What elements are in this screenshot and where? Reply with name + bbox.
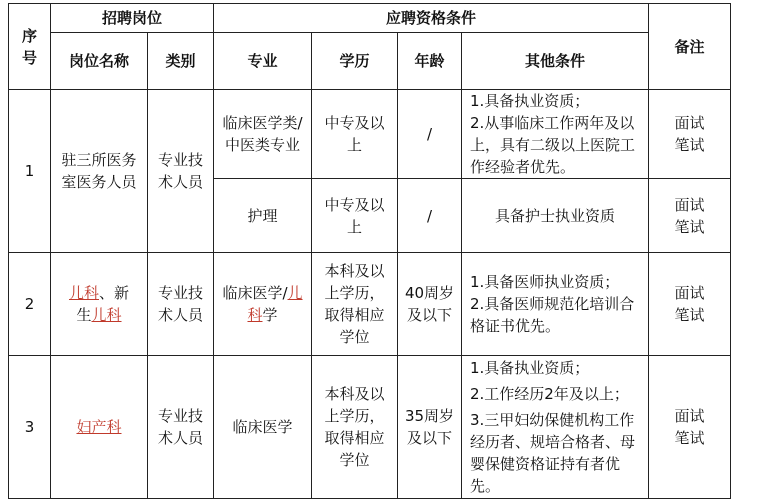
row-age: 35周岁及以下 (398, 356, 462, 499)
condition-line: 1.具备执业资质； (470, 359, 590, 377)
header-category: 类别 (148, 33, 214, 90)
condition-line: 3.三甲妇幼保健机构工作经历者、规培合格者、母婴保健资格证持有者优先。 (470, 411, 636, 495)
row-other-conditions (462, 253, 649, 356)
table-row (9, 356, 731, 499)
condition-line: 1.具备执业资质； (470, 92, 590, 110)
header-qualification-group: 应聘资格条件 (214, 4, 649, 33)
row-category: 专业技术人员 (148, 90, 214, 253)
major-link-pediatrics[interactable]: 儿科 (247, 284, 303, 324)
row-major: 临床医学 (214, 356, 312, 499)
post-link-pediatrics[interactable]: 儿科 (91, 306, 122, 324)
post-text: 、新生 (76, 284, 130, 324)
row-seq: 3 (9, 356, 51, 499)
header-recruit-group: 招聘岗位 (51, 4, 214, 33)
header-education: 学历 (312, 33, 398, 90)
row-post-name (51, 356, 148, 499)
condition-line: 1.具备医师执业资质； (470, 273, 620, 291)
recruitment-table (8, 3, 731, 499)
row-remark: 面试笔试 (649, 356, 731, 499)
header-other: 其他条件 (462, 33, 649, 90)
row-major (214, 253, 312, 356)
row-age: 40周岁及以下 (398, 253, 462, 356)
row-education: 中专及以上 (312, 179, 398, 253)
condition-line: 2.工作经历2年及以上； (470, 385, 629, 403)
row-post-name (51, 253, 148, 356)
row-age: / (398, 90, 462, 179)
header-seq: 序号 (9, 4, 51, 90)
row-major: 护理 (214, 179, 312, 253)
row-major: 临床医学类/中医类专业 (214, 90, 312, 179)
row-remark: 面试笔试 (649, 253, 731, 356)
row-other-conditions (462, 90, 649, 179)
row-other-conditions (462, 179, 649, 253)
row-post-name: 驻三所医务室医务人员 (51, 90, 148, 253)
row-age: / (398, 179, 462, 253)
header-post-name: 岗位名称 (51, 33, 148, 90)
condition-line: 具备护士执业资质 (494, 206, 615, 225)
row-remark: 面试笔试 (649, 90, 731, 179)
major-text: 临床医学/ (222, 284, 288, 302)
row-remark: 面试笔试 (649, 179, 731, 253)
row-education: 中专及以上 (312, 90, 398, 179)
row-category: 专业技术人员 (148, 356, 214, 499)
row-education: 本科及以上学历，取得相应学位 (312, 356, 398, 499)
row-seq: 2 (9, 253, 51, 356)
major-text: 学 (262, 306, 278, 324)
row-other-conditions (462, 356, 649, 499)
header-major: 专业 (214, 33, 312, 90)
row-category: 专业技术人员 (148, 253, 214, 356)
table-row (9, 90, 731, 179)
post-link-pediatrics[interactable]: 儿科 (68, 284, 99, 302)
row-seq: 1 (9, 90, 51, 253)
header-age: 年龄 (398, 33, 462, 90)
table-row (9, 253, 731, 356)
condition-line: 2.具备医师规范化培训合格证书优先。 (470, 295, 635, 335)
post-link-obstetrics[interactable]: 妇产科 (76, 418, 122, 436)
row-education: 本科及以上学历，取得相应学位 (312, 253, 398, 356)
condition-line: 2.从事临床工作两年及以上，具有二级以上医院工作经验者优先。 (470, 114, 636, 176)
header-remark: 备注 (649, 4, 731, 90)
